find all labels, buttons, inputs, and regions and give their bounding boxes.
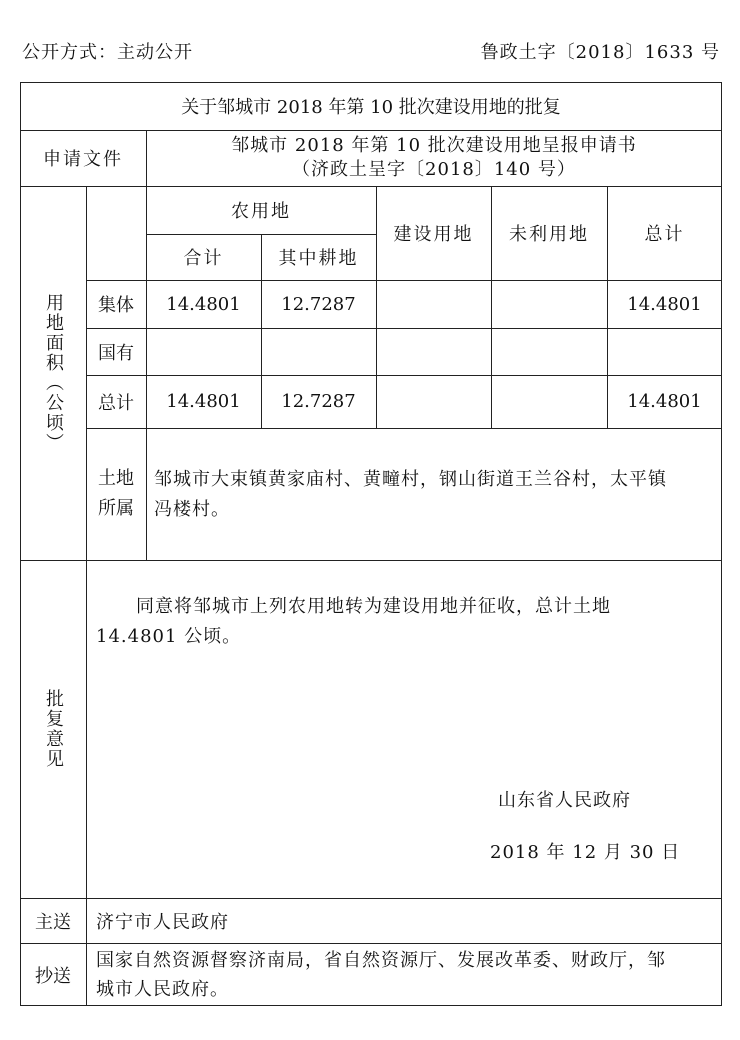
application-label: 申请文件 <box>43 149 123 170</box>
ownership-label <box>86 428 146 560</box>
header-unused: 未利用地 <box>509 224 589 245</box>
row-state-subtotal <box>146 328 261 375</box>
header-arable: 其中耕地 <box>278 248 359 269</box>
application-line-2: （济政土呈字〔2018〕140 号） <box>292 159 576 180</box>
document-title: 关于邹城市 2018 年第 10 批次建设用地的批复 <box>181 97 561 118</box>
row-collective-total: 14.4801 <box>627 293 702 315</box>
header-subtotal: 合计 <box>183 248 224 269</box>
row-total-label: 总计 <box>98 392 134 414</box>
row-collective-arable: 12.7287 <box>281 293 356 315</box>
ownership-label-line-1: 土地 <box>98 468 134 489</box>
row-collective-label: 集体 <box>98 295 134 316</box>
main-recipient-label: 主送 <box>35 911 71 933</box>
main-recipient: 济宁市人民政府 <box>96 911 229 933</box>
row-total-total: 14.4801 <box>627 391 702 412</box>
row-collective-construction <box>376 280 491 328</box>
approval-text <box>96 592 716 652</box>
row-state-unused <box>491 328 607 375</box>
cc-recipients <box>96 946 718 1004</box>
row-state-label: 国有 <box>98 342 134 364</box>
row-state-construction <box>376 328 491 375</box>
header-disclosure: 公开方式：主动公开 <box>22 42 193 63</box>
cc-line-1: 国家自然资源督察济南局，省自然资源厅、发展改革委、财政厅，邹 <box>96 950 666 971</box>
land-area-section-label: 用地面积（公顷） <box>43 293 64 453</box>
cc-line-2: 城市人民政府。 <box>96 979 229 1000</box>
header-farmland: 农用地 <box>231 201 291 222</box>
header-doc-number: 鲁政土字〔2018〕1633 号 <box>480 42 720 63</box>
row-total-arable: 12.7287 <box>281 391 356 412</box>
application-document <box>146 130 722 186</box>
row-collective-unused <box>491 280 607 328</box>
row-state-total <box>607 328 722 375</box>
ownership-line-1: 邹城市大束镇黄家庙村、黄疃村，钢山街道王兰谷村，太平镇 <box>154 469 667 490</box>
application-line-1: 邹城市 2018 年第 10 批次建设用地呈报申请书 <box>231 135 637 156</box>
approval-signatory: 山东省人民政府 <box>498 790 631 811</box>
ownership-text <box>154 465 720 525</box>
approval-line-2: 14.4801 公顷。 <box>96 626 242 647</box>
row-collective-subtotal: 14.4801 <box>166 293 241 315</box>
row-total-construction <box>376 375 491 428</box>
header-construction: 建设用地 <box>393 224 474 245</box>
approval-label: 批复意见 <box>43 689 64 769</box>
header-total: 总计 <box>644 224 685 245</box>
approval-date: 2018 年 12 月 30 日 <box>490 842 681 863</box>
ownership-line-2: 冯楼村。 <box>154 499 230 520</box>
approval-line-1: 同意将邹城市上列农用地转为建设用地并征收，总计土地 <box>136 596 611 617</box>
row-total-unused <box>491 375 607 428</box>
cc-label: 抄送 <box>35 965 71 987</box>
row-state-arable <box>261 328 376 375</box>
ownership-label-line-2: 所属 <box>98 498 134 519</box>
row-total-subtotal: 14.4801 <box>166 391 241 412</box>
